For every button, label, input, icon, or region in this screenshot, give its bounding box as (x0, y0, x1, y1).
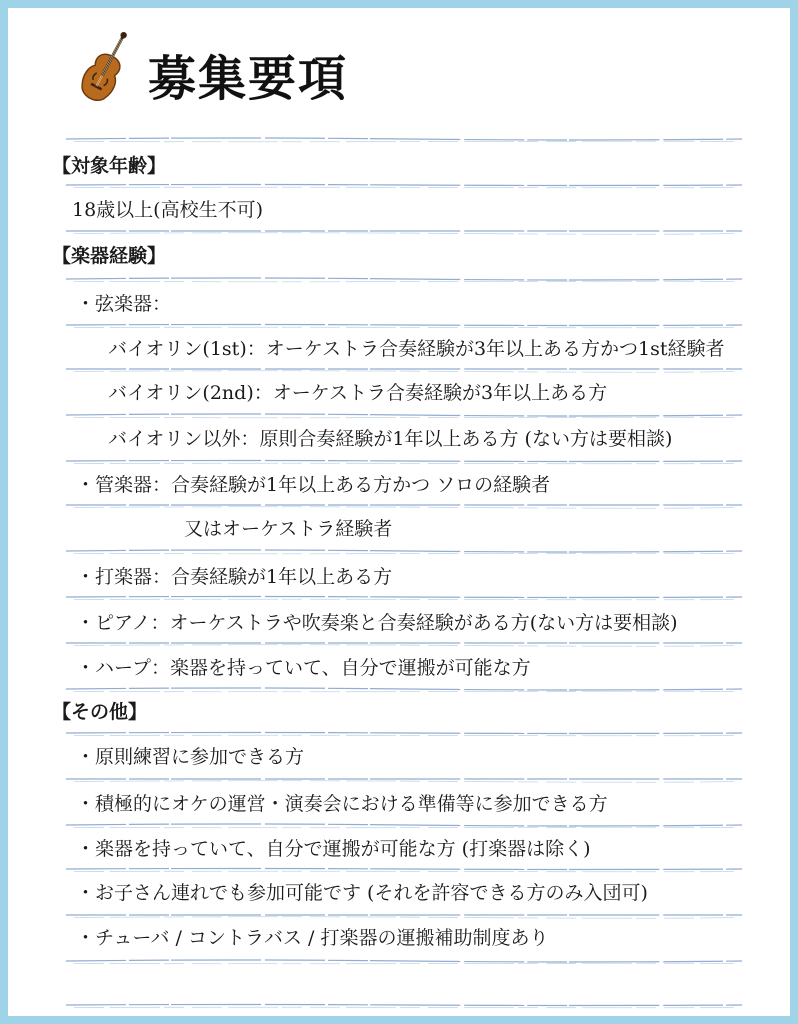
percussion-requirement: ・打楽器：合奏経験が1年以上ある方 (76, 566, 393, 588)
ruled-line (66, 366, 742, 374)
other-item: ・原則練習に参加できる方 (76, 746, 305, 768)
ruled-line (66, 136, 742, 144)
ruled-line (66, 548, 742, 556)
ruled-line (66, 276, 742, 284)
winds-requirement-cont: 又はオーケストラ経験者 (184, 518, 393, 540)
ruled-line (66, 822, 742, 830)
ruled-line (66, 1002, 742, 1010)
ruled-line (66, 958, 742, 966)
ruled-line (66, 776, 742, 784)
other-item: ・積極的にオケの運営・演奏会における準備等に参加できる方 (76, 793, 608, 815)
ruled-line (66, 866, 742, 874)
other-item: ・チューバ / コントラバス / 打楽器の運搬補助制度あり (76, 927, 549, 949)
ruled-line (66, 912, 742, 920)
section-heading-other: 【その他】 (52, 701, 148, 723)
violin-icon (72, 24, 134, 124)
other-item: ・楽器を持っていて、自分で運搬が可能な方 (打楽器は除く) (76, 838, 591, 860)
ruled-line (66, 502, 742, 510)
age-requirement: 18歳以上(高校生不可) (72, 199, 264, 221)
ruled-line (66, 322, 742, 330)
strings-label: ・弦楽器： (76, 293, 172, 315)
ruled-line (66, 228, 742, 236)
ruled-line (66, 458, 742, 466)
section-heading-experience: 【楽器経験】 (52, 245, 167, 267)
violin-2nd-requirement: バイオリン(2nd)：オーケストラ合奏経験が3年以上ある方 (108, 382, 608, 404)
other-item: ・お子さん連れでも参加可能です (それを許容できる方のみ入団可) (76, 882, 648, 904)
ruled-line (66, 686, 742, 694)
winds-requirement: ・管楽器：合奏経験が1年以上ある方かつ ソロの経験者 (76, 474, 551, 496)
section-heading-age: 【対象年齢】 (52, 155, 167, 177)
ruled-line (66, 182, 742, 190)
ruled-line (66, 640, 742, 648)
other-strings-requirement: バイオリン以外：原則合奏経験が1年以上ある方 (ない方は要相談) (108, 428, 673, 450)
header (72, 24, 348, 124)
harp-requirement: ・ハープ：楽器を持っていて、自分で運搬が可能な方 (76, 657, 531, 679)
piano-requirement: ・ピアノ：オーケストラや吹奏楽と合奏経験がある方(ない方は要相談) (76, 612, 678, 634)
violin-1st-requirement: バイオリン(1st)：オーケストラ合奏経験が3年以上ある方かつ1st経験者 (108, 338, 725, 360)
ruled-line (66, 594, 742, 602)
ruled-line (66, 412, 742, 420)
ruled-line (66, 730, 742, 738)
page-title: 募集要項 (148, 50, 349, 107)
